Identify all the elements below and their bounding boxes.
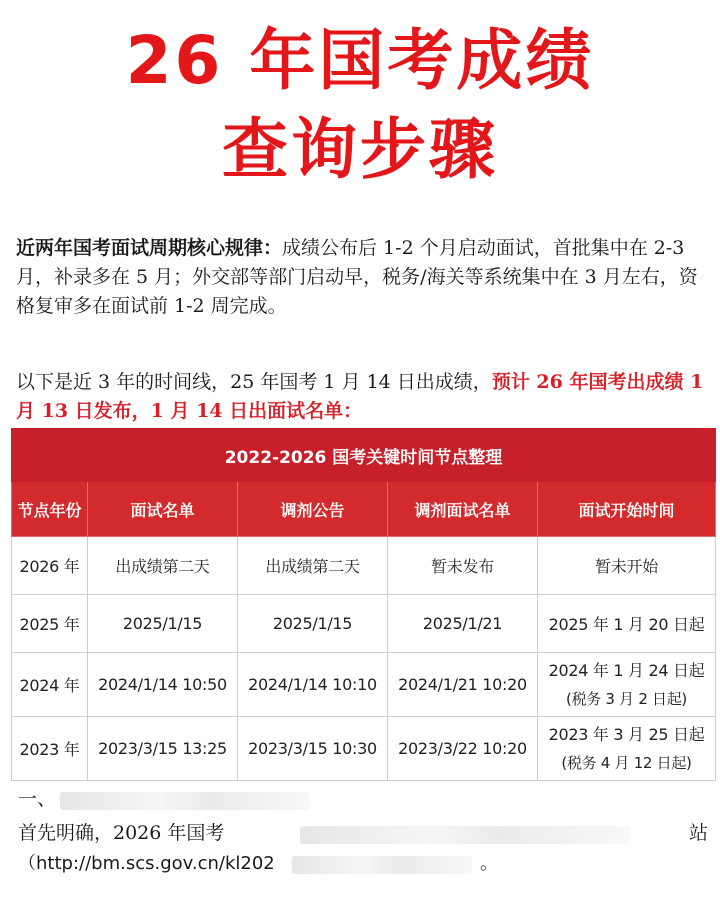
cell-year: 2026 年 <box>12 537 88 595</box>
timeline-note-highlight: 预计 26 年国考出成绩 1 月 13 日发布，1 月 14 日出面试名单： <box>16 371 704 422</box>
cell-adjustment-interview-list: 2024/1/21 10:20 <box>388 653 538 717</box>
cell-interview-start: 2025 年 1 月 20 日起 <box>538 595 716 653</box>
page-title-line-2: 查询步骤 <box>222 111 498 188</box>
cell-interview-list: 2025/1/15 <box>88 595 238 653</box>
cell-year: 2024 年 <box>12 653 88 717</box>
cell-interview-start: 暂未开始 <box>538 537 716 595</box>
table-row <box>12 595 716 653</box>
page-title-line-1: 26 年国考成绩 <box>125 22 595 99</box>
footer-url-fragment: （http://bm.scs.gov.cn/kl202 <box>18 853 275 874</box>
timeline-note-plain: 以下是近 3 年的时间线，25 年国考 1 月 14 日出成绩， <box>16 371 492 393</box>
obscured-text-overlay <box>300 826 630 844</box>
cell-interview-list: 2023/3/15 13:25 <box>88 717 238 781</box>
cell-adjustment-notice: 2023/3/15 10:30 <box>238 717 388 781</box>
table-row <box>12 653 716 717</box>
footer-line-1-end: 站 <box>688 822 708 844</box>
section-marker: 一、 <box>18 788 57 810</box>
cell-interview-start <box>538 653 716 717</box>
cell-interview-list: 2024/1/14 10:50 <box>88 653 238 717</box>
cell-interview-start <box>538 717 716 781</box>
cell-adjustment-interview-list: 2025/1/21 <box>388 595 538 653</box>
cell-adjustment-notice: 2024/1/14 10:10 <box>238 653 388 717</box>
cell-year: 2025 年 <box>12 595 88 653</box>
header-adjustment-notice: 调剂公告 <box>238 482 388 537</box>
intro-lead: 近两年国考面试周期核心规律： <box>16 237 283 259</box>
interview-start-note: (税务 3 月 2 日起) <box>566 689 687 708</box>
key-dates-table <box>11 428 715 781</box>
header-interview-start: 面试开始时间 <box>538 482 716 537</box>
footer-line-2-end: 。 <box>480 853 498 874</box>
intro-paragraph <box>16 234 712 321</box>
cell-adjustment-notice: 2025/1/15 <box>238 595 388 653</box>
cell-adjustment-notice: 出成绩第二天 <box>238 537 388 595</box>
cell-adjustment-interview-list: 2023/3/22 10:20 <box>388 717 538 781</box>
timeline-note <box>16 368 712 426</box>
header-year: 节点年份 <box>12 482 88 537</box>
intro-body: 成绩公布后 1-2 个月启动面试，首批集中在 2-3 月，补录多在 5 月；外交部等部门启动早，税务/海关等系统集中在 3 月左右，资格复审多在面试前 1-2 周完成。 <box>16 237 698 317</box>
header-adjustment-interview-list: 调剂面试名单 <box>388 482 538 537</box>
header-interview-list: 面试名单 <box>88 482 238 537</box>
interview-start-main: 2023 年 3 月 25 日起 <box>548 724 705 744</box>
interview-start-note: (税务 4 月 12 日起) <box>561 753 692 772</box>
obscured-text-overlay <box>60 792 310 810</box>
cell-adjustment-interview-list: 暂未发布 <box>388 537 538 595</box>
footer-line-1-start: 首先明确，2026 年国考 <box>18 822 225 844</box>
table-caption: 2022-2026 国考关键时间节点整理 <box>12 429 716 482</box>
table-row <box>12 717 716 781</box>
interview-start-main: 2024 年 1 月 24 日起 <box>548 660 705 680</box>
table-row <box>12 537 716 595</box>
obscured-text-overlay <box>292 856 472 874</box>
cell-interview-list: 出成绩第二天 <box>88 537 238 595</box>
cell-year: 2023 年 <box>12 717 88 781</box>
